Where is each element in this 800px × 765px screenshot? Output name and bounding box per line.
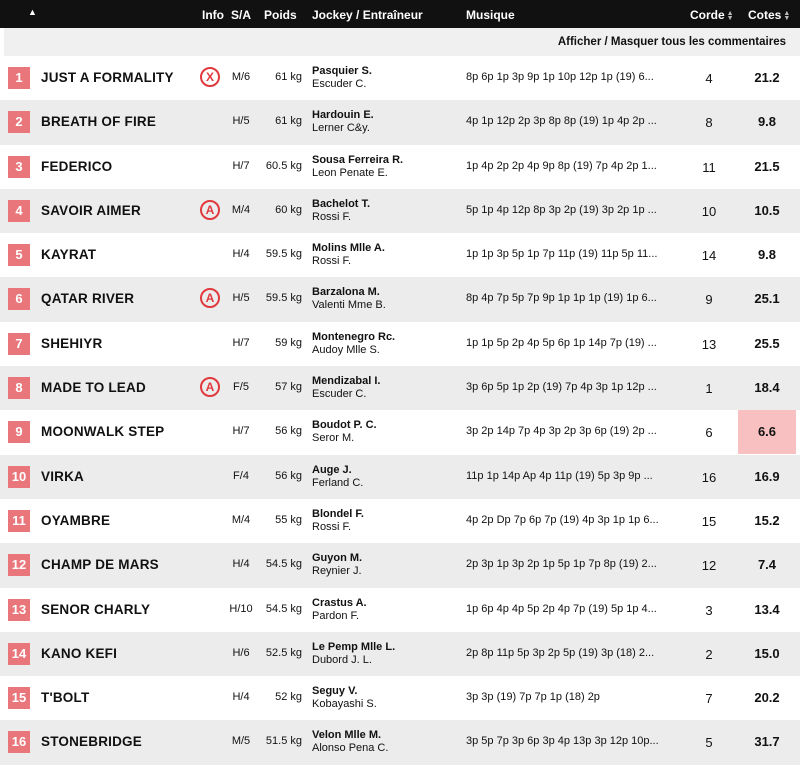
cote: 21.5 — [754, 158, 780, 174]
sex-age: H/4 — [232, 248, 250, 261]
horse-name[interactable]: SHEHIYR — [41, 335, 103, 351]
musique: 4p 2p Dp 7p 6p 7p (19) 4p 3p 1p 1p 6... — [466, 513, 659, 526]
musique: 5p 1p 4p 12p 8p 3p 2p (19) 3p 2p 1p ... — [466, 203, 657, 216]
table-row[interactable] — [0, 56, 800, 100]
horse-name[interactable]: FEDERICO — [41, 158, 113, 174]
weight: 59.5 kg — [265, 248, 302, 261]
horse-name[interactable]: T'BOLT — [41, 690, 90, 706]
sex-age: F/4 — [233, 469, 249, 482]
header-corde-label: Corde — [690, 8, 725, 22]
trainer-name[interactable]: Rossi F. — [312, 255, 352, 268]
corde: 8 — [705, 115, 713, 131]
cote: 15.0 — [754, 645, 780, 661]
musique: 3p 6p 5p 1p 2p (19) 7p 4p 3p 1p 12p ... — [466, 381, 657, 394]
sex-age: M/6 — [231, 71, 251, 83]
a-circle-icon[interactable]: A — [200, 288, 220, 308]
corde: 14 — [701, 248, 717, 264]
jockey-name[interactable]: Guyon M. — [312, 552, 363, 565]
cote: 31.7 — [754, 734, 780, 750]
table-row[interactable] — [0, 410, 800, 454]
cote: 9.8 — [757, 114, 777, 130]
runner-number: 2 — [8, 111, 30, 133]
header-info: Info — [202, 8, 224, 22]
trainer-name[interactable]: Valenti Mme B. — [312, 299, 386, 312]
jockey-name[interactable]: Blondel F. — [312, 507, 364, 520]
table-row[interactable] — [0, 189, 800, 233]
trainer-name[interactable]: Leon Penate E. — [312, 166, 388, 179]
sex-age: H/7 — [232, 336, 250, 349]
sex-age: M/5 — [231, 735, 251, 748]
weight: 56 kg — [275, 425, 302, 438]
horse-name[interactable]: BREATH OF FIRE — [41, 114, 157, 130]
header-musique: Musique — [466, 8, 515, 22]
musique: 1p 1p 3p 5p 1p 7p 11p (19) 11p 5p 11... — [466, 248, 658, 261]
corde: 7 — [705, 691, 713, 707]
runner-number: 6 — [8, 288, 30, 310]
a-circle-icon[interactable]: A — [200, 200, 220, 220]
musique: 3p 2p 14p 7p 4p 3p 2p 3p 6p (19) 2p ... — [466, 425, 657, 438]
runner-number: 12 — [8, 554, 30, 576]
trainer-name[interactable]: Reynier J. — [312, 565, 362, 578]
weight: 59 kg — [275, 336, 302, 349]
trainer-name[interactable]: Lerner C&y. — [312, 122, 370, 135]
sex-age: H/7 — [232, 425, 250, 438]
a-circle-icon[interactable]: A — [200, 377, 220, 397]
sex-age: H/7 — [232, 159, 250, 172]
weight: 52.5 kg — [265, 646, 302, 659]
trainer-name[interactable]: Alonso Pena C. — [312, 742, 389, 755]
trainer-name[interactable]: Kobayashi S. — [312, 698, 377, 711]
corde: 12 — [701, 558, 717, 574]
corde: 4 — [705, 71, 713, 86]
sex-age: F/5 — [233, 381, 249, 394]
weight: 60.5 kg — [265, 159, 302, 172]
jockey-name[interactable]: Molins Mlle A. — [312, 242, 385, 255]
musique: 11p 1p 14p Ap 4p 11p (19) 5p 3p 9p ... — [466, 469, 653, 482]
corde: 9 — [705, 292, 713, 308]
runner-number: 13 — [8, 599, 30, 621]
weight: 59.5 kg — [265, 292, 302, 305]
table-row[interactable] — [0, 233, 800, 277]
cote: 16.9 — [754, 468, 780, 484]
corde: 15 — [701, 513, 717, 529]
header-cotes-label: Cotes — [748, 8, 782, 22]
corde: 1 — [705, 381, 713, 397]
sex-age: H/4 — [232, 558, 250, 571]
table-row[interactable] — [0, 543, 800, 587]
weight: 56 kg — [275, 469, 302, 482]
trainer-name[interactable]: Audoy Mlle S. — [312, 343, 380, 356]
weight: 51.5 kg — [265, 735, 302, 748]
cote: 18.4 — [754, 380, 780, 396]
sort-up-icon[interactable]: ▲ — [28, 7, 37, 17]
header-corde[interactable] — [690, 8, 734, 22]
sex-age: H/4 — [232, 691, 250, 704]
musique: 4p 1p 12p 2p 3p 8p 8p (19) 1p 4p 2p ... — [466, 115, 657, 128]
runner-number: 15 — [8, 687, 30, 709]
runner-number: 16 — [8, 731, 30, 753]
musique: 1p 6p 4p 4p 5p 2p 4p 7p (19) 5p 1p 4... — [466, 602, 657, 615]
table-row[interactable] — [0, 366, 800, 410]
weight: 61 kg — [275, 115, 302, 128]
trainer-name[interactable]: Escuder C. — [312, 78, 367, 90]
weight: 52 kg — [275, 691, 302, 704]
corde: 13 — [701, 336, 717, 352]
cote: 7.4 — [757, 557, 777, 573]
weight: 60 kg — [275, 203, 302, 216]
sex-age: H/5 — [232, 115, 250, 128]
header-sa[interactable]: S/A — [231, 8, 252, 22]
table-row[interactable] — [0, 277, 800, 321]
sex-age: H/10 — [229, 602, 253, 615]
cote: 10.5 — [754, 202, 780, 218]
sort-both-icon[interactable]: ▲ ▼ — [726, 9, 734, 22]
jockey-name[interactable]: Le Pemp Mlle L. — [312, 640, 396, 653]
horse-name[interactable]: OYAMBRE — [41, 512, 111, 528]
cote: 6.6 — [738, 410, 796, 454]
runner-number: 1 — [8, 67, 30, 89]
comments-toggle-bar — [0, 28, 800, 56]
trainer-name[interactable]: Rossi F. — [312, 210, 352, 223]
trainer-name[interactable]: Pardon F. — [312, 609, 360, 622]
weight: 55 kg — [275, 513, 302, 526]
cross-circle-icon[interactable]: X — [200, 67, 220, 87]
header-cotes[interactable] — [748, 8, 790, 22]
runner-number: 5 — [8, 244, 30, 266]
table-row[interactable] — [0, 676, 800, 720]
cote: 21.2 — [754, 70, 780, 85]
corde: 6 — [705, 425, 713, 441]
jockey-name[interactable]: Bachelot T. — [312, 197, 371, 210]
corde: 5 — [705, 735, 713, 751]
runner-number: 10 — [8, 466, 30, 488]
musique: 8p 6p 1p 3p 9p 1p 10p 12p 1p (19) 6... — [466, 71, 654, 83]
horse-name[interactable]: JUST A FORMALITY — [41, 70, 174, 85]
sex-age: H/5 — [232, 292, 250, 305]
header-poids[interactable]: Poids — [264, 8, 297, 22]
cote: 13.4 — [754, 601, 780, 617]
sex-age: M/4 — [231, 203, 251, 216]
trainer-name[interactable]: Ferland C. — [312, 476, 364, 489]
runner-number: 4 — [8, 200, 30, 222]
runner-number: 3 — [8, 156, 30, 178]
table-row[interactable] — [0, 145, 800, 189]
weight: 57 kg — [275, 381, 302, 394]
table-header — [0, 0, 800, 28]
sex-age: H/6 — [232, 646, 250, 659]
sex-age: M/4 — [231, 513, 251, 526]
musique: 2p 8p 11p 5p 3p 2p 5p (19) 3p (18) 2... — [466, 646, 655, 659]
jockey-name[interactable]: Mendizabal I. — [312, 375, 381, 388]
table-row[interactable] — [0, 100, 800, 144]
table-row[interactable] — [0, 632, 800, 676]
jockey-name[interactable]: Boudot P. C. — [312, 419, 377, 432]
trainer-name[interactable]: Rossi F. — [312, 520, 352, 533]
jockey-name[interactable]: Auge J. — [312, 463, 352, 476]
weight: 54.5 kg — [265, 602, 302, 615]
runner-number: 11 — [8, 510, 30, 532]
runner-number: 14 — [8, 643, 30, 665]
runner-number: 9 — [8, 421, 30, 443]
musique: 2p 3p 1p 3p 2p 1p 5p 1p 7p 8p (19) 2... — [466, 558, 657, 571]
table-row[interactable] — [0, 455, 800, 499]
corde: 11 — [702, 159, 716, 175]
trainer-name[interactable]: Escuder C. — [312, 388, 367, 401]
jockey-name[interactable]: Hardouin E. — [312, 109, 374, 122]
horse-name[interactable]: MOONWALK STEP — [41, 424, 165, 440]
header-jockey: Jockey / Entraîneur — [312, 8, 423, 22]
corde: 16 — [701, 469, 717, 485]
horse-name[interactable]: VIRKA — [41, 468, 85, 484]
cote: 9.8 — [757, 247, 777, 263]
table-row[interactable] — [0, 588, 800, 632]
musique: 8p 4p 7p 5p 7p 9p 1p 1p 1p (19) 1p 6... — [466, 292, 657, 305]
musique: 3p 5p 7p 3p 6p 3p 4p 13p 3p 12p 10p... — [466, 735, 659, 748]
table-row[interactable] — [0, 499, 800, 543]
trainer-name[interactable]: Seror M. — [312, 432, 355, 445]
horse-name[interactable]: SAVOIR AIMER — [41, 202, 141, 218]
horse-name[interactable]: SENOR CHARLY — [41, 601, 151, 617]
cote: 25.5 — [754, 335, 780, 351]
cote: 15.2 — [754, 512, 780, 528]
corde: 3 — [705, 602, 713, 618]
horse-name[interactable]: KANO KEFI — [41, 645, 118, 661]
musique: 3p 3p (19) 7p 7p 1p (18) 2p — [466, 691, 600, 704]
horse-name[interactable]: MADE TO LEAD — [41, 380, 146, 396]
corde: 2 — [705, 646, 713, 662]
jockey-name[interactable]: Seguy V. — [312, 685, 358, 698]
horse-name[interactable]: KAYRAT — [41, 247, 97, 263]
cote: 20.2 — [754, 690, 780, 706]
jockey-name[interactable]: Crastus A. — [312, 596, 367, 609]
horse-name[interactable]: STONEBRIDGE — [41, 734, 142, 750]
sort-both-icon[interactable]: ▲ ▼ — [783, 9, 791, 22]
corde: 10 — [701, 203, 717, 219]
table-row[interactable] — [0, 322, 800, 366]
jockey-name[interactable]: Velon Mlle M. — [312, 729, 382, 742]
runner-number: 7 — [8, 333, 30, 355]
jockey-name[interactable]: Barzalona M. — [312, 286, 380, 299]
runner-number: 8 — [8, 377, 30, 399]
cote: 25.1 — [754, 291, 780, 307]
weight: 54.5 kg — [265, 558, 302, 571]
jockey-name[interactable]: Pasquier S. — [312, 65, 372, 77]
toggle-comments-link[interactable]: Afficher / Masquer tous les commentaires — [557, 36, 786, 48]
musique: 1p 4p 2p 2p 4p 9p 8p (19) 7p 4p 2p 1... — [466, 159, 657, 172]
table-row[interactable] — [0, 720, 800, 764]
horse-name[interactable]: CHAMP DE MARS — [41, 557, 159, 573]
jockey-name[interactable]: Sousa Ferreira R. — [312, 153, 404, 166]
musique: 1p 1p 5p 2p 4p 5p 6p 1p 14p 7p (19) ... — [466, 336, 657, 349]
weight: 61 kg — [275, 71, 302, 83]
runners-table — [0, 56, 800, 765]
jockey-name[interactable]: Montenegro Rc. — [312, 330, 396, 343]
trainer-name[interactable]: Dubord J. L. — [312, 653, 372, 666]
horse-name[interactable]: QATAR RIVER — [41, 291, 135, 307]
